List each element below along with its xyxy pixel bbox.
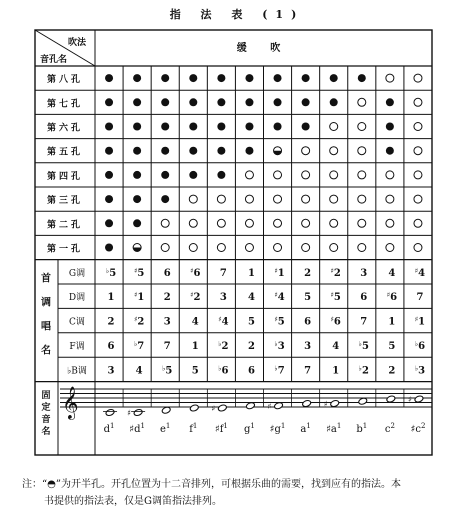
key-section-char: 名: [41, 345, 51, 357]
open-hole-marker: [245, 244, 253, 252]
open-hole-marker: [302, 147, 310, 155]
solfege-cell: ♯2: [133, 314, 145, 328]
solfege-cell: 7: [163, 341, 171, 352]
solfege-cell: 7: [360, 316, 368, 328]
footnote-line-2: 书提供的指法表，仅是G调笛指法排列。: [44, 496, 222, 507]
open-hole-marker: [414, 123, 422, 131]
pitch-name: $d^1$: [103, 422, 115, 435]
open-hole-marker: [161, 244, 169, 252]
solfege-cell: 1: [332, 365, 340, 377]
open-hole-marker: [414, 244, 422, 252]
open-hole-marker: [358, 123, 366, 131]
solfege-cell: 1: [107, 292, 115, 304]
closed-hole-marker: [302, 98, 310, 106]
half-hole-marker: [274, 147, 282, 155]
solfege-cell: ♯2: [330, 265, 341, 279]
closed-hole-marker: [245, 123, 253, 131]
solfege-cell: ♭6: [218, 363, 229, 377]
open-hole-marker: [245, 171, 253, 179]
note-head: [302, 399, 312, 407]
closed-hole-marker: [105, 195, 113, 203]
closed-hole-marker: [302, 123, 310, 131]
open-hole-marker: [330, 147, 338, 155]
closed-hole-marker: [274, 74, 282, 82]
open-hole-marker: [414, 219, 422, 227]
open-hole-marker: [302, 171, 310, 179]
closed-hole-marker: [105, 171, 113, 179]
solfege-cell: 3: [360, 267, 368, 279]
open-hole-marker: [414, 98, 422, 106]
open-hole-marker: [189, 195, 197, 203]
key-label: F调: [69, 342, 85, 352]
open-hole-marker: [358, 98, 366, 106]
closed-hole-marker: [302, 74, 310, 82]
solfege-cell: ♭3: [414, 363, 426, 377]
closed-hole-marker: [386, 123, 394, 131]
open-hole-marker: [274, 171, 282, 179]
fixed-label-char: 固: [41, 391, 51, 401]
pitch-name: $♯c^2$: [410, 422, 426, 435]
solfege-cell: 4: [191, 316, 199, 328]
header-technique-label: 吹法: [67, 38, 86, 48]
solfege-cell: 6: [247, 365, 255, 377]
closed-hole-marker: [386, 98, 394, 106]
solfege-cell: ♯2: [190, 290, 201, 304]
solfege-cell: 3: [107, 365, 115, 377]
solfege-cell: ♯5: [274, 314, 285, 328]
closed-hole-marker: [189, 171, 197, 179]
key-label: ♭B调: [67, 366, 87, 377]
closed-hole-marker: [105, 74, 113, 82]
solfege-cell: ♯4: [218, 314, 229, 328]
closed-hole-marker: [161, 147, 169, 155]
closed-hole-marker: [217, 123, 225, 131]
open-hole-marker: [302, 244, 310, 252]
open-hole-marker: [358, 244, 366, 252]
closed-hole-marker: [189, 123, 197, 131]
closed-hole-marker: [133, 98, 141, 106]
closed-hole-marker: [105, 123, 113, 131]
sharp-accidental: ♯: [267, 401, 272, 411]
closed-hole-marker: [161, 123, 169, 131]
solfege-cell: 4: [135, 365, 143, 377]
open-hole-marker: [386, 171, 394, 179]
hole-label: 第一孔: [46, 244, 84, 255]
note-head: [386, 395, 396, 403]
open-hole-marker: [330, 219, 338, 227]
pitch-name: $f^1$: [189, 422, 198, 435]
pitch-name: $c^2$: [384, 422, 395, 435]
open-hole-marker: [386, 74, 394, 82]
page-title: 指 法 表 (1): [169, 8, 305, 21]
closed-hole-marker: [274, 123, 282, 131]
closed-hole-marker: [189, 74, 197, 82]
open-hole-marker: [189, 244, 197, 252]
solfege-cell: 5: [247, 316, 255, 328]
note-head: [217, 404, 227, 412]
solfege-cell: 3: [219, 292, 227, 304]
fixed-label-char: 名: [41, 427, 51, 437]
solfege-cell: ♯4: [414, 265, 426, 279]
sharp-accidental: ♯: [323, 399, 328, 409]
closed-hole-marker: [274, 98, 282, 106]
solfege-cell: ♯1: [414, 314, 426, 328]
closed-hole-marker: [133, 147, 141, 155]
solfege-cell: ♭2: [218, 339, 229, 352]
solfege-cell: ♯6: [330, 314, 341, 328]
solfege-cell: 4: [388, 267, 396, 279]
closed-hole-marker: [245, 147, 253, 155]
open-hole-marker: [386, 195, 394, 203]
key-section-char: 调: [41, 297, 51, 309]
solfege-cell: 5: [304, 292, 312, 304]
key-label: G调: [68, 268, 86, 279]
closed-hole-marker: [217, 147, 225, 155]
pitch-name: $♯g^1$: [269, 422, 286, 435]
open-hole-marker: [245, 219, 253, 227]
solfege-cell: 3: [163, 316, 171, 328]
solfege-cell: 2: [304, 267, 312, 279]
solfege-cell: 2: [247, 341, 255, 352]
pitch-name: $b^1$: [356, 422, 368, 435]
hole-label: 第八孔: [46, 75, 84, 86]
solfege-cell: 6: [360, 292, 368, 304]
pitch-name: $♯d^1$: [129, 422, 145, 435]
solfege-cell: ♯6: [190, 265, 201, 279]
open-hole-marker: [217, 195, 225, 203]
open-hole-marker: [414, 171, 422, 179]
closed-hole-marker: [105, 219, 113, 227]
hole-label: 第六孔: [46, 123, 84, 134]
open-hole-marker: [386, 244, 394, 252]
note-head: [330, 399, 340, 407]
open-hole-marker: [245, 195, 253, 203]
sharp-accidental: ♯: [407, 395, 412, 404]
solfege-cell: ♭7: [274, 363, 285, 377]
solfege-cell: ♯4: [274, 290, 285, 304]
open-hole-marker: [330, 244, 338, 252]
solfege-cell: ♯5: [133, 265, 145, 279]
solfege-cell: ♯5: [330, 290, 341, 304]
open-hole-marker: [330, 171, 338, 179]
open-hole-marker: [330, 123, 338, 131]
closed-hole-marker: [245, 74, 253, 82]
note-head: [189, 404, 199, 412]
open-hole-marker: [414, 195, 422, 203]
fixed-label-char: 音: [41, 415, 51, 425]
closed-hole-marker: [358, 74, 366, 82]
open-hole-marker: [217, 244, 225, 252]
header-slow-blow: 缓 吹: [236, 43, 291, 54]
key-label: C调: [69, 317, 85, 328]
open-hole-marker: [302, 219, 310, 227]
solfege-cell: 1: [388, 316, 396, 328]
closed-hole-marker: [133, 74, 141, 82]
closed-hole-marker: [330, 98, 338, 106]
solfege-cell: ♭3: [274, 339, 285, 352]
solfege-cell: 7: [304, 365, 312, 377]
key-section-char: 唱: [41, 321, 51, 333]
hole-label: 第四孔: [46, 171, 84, 182]
closed-hole-marker: [161, 195, 169, 203]
open-hole-marker: [358, 219, 366, 227]
closed-hole-marker: [189, 98, 197, 106]
open-hole-marker: [274, 244, 282, 252]
open-hole-marker: [274, 195, 282, 203]
solfege-cell: ♭5: [105, 265, 117, 279]
closed-hole-marker: [386, 147, 394, 155]
closed-hole-marker: [133, 195, 141, 203]
open-hole-marker: [414, 147, 422, 155]
closed-hole-marker: [330, 74, 338, 82]
closed-hole-marker: [133, 123, 141, 131]
pitch-name: $♯f^1$: [214, 422, 228, 435]
closed-hole-marker: [217, 74, 225, 82]
solfege-cell: ♭6: [414, 339, 426, 352]
open-hole-marker: [217, 219, 225, 227]
solfege-cell: 4: [332, 341, 340, 352]
solfege-cell: 7: [219, 267, 227, 279]
closed-hole-marker: [217, 171, 225, 179]
open-hole-marker: [358, 171, 366, 179]
open-hole-marker: [330, 195, 338, 203]
pitch-name: $g^1$: [244, 422, 255, 435]
footnote: [22, 476, 462, 510]
solfege-cell: 4: [247, 292, 255, 304]
open-hole-marker: [386, 219, 394, 227]
solfege-cell: 6: [107, 341, 115, 352]
sharp-accidental: ♯: [127, 408, 131, 418]
closed-hole-marker: [105, 147, 113, 155]
key-label: D调: [68, 293, 86, 304]
pitch-name: $♯a^1$: [326, 422, 342, 435]
hole-label: 第五孔: [46, 147, 84, 158]
hole-label: 第三孔: [46, 196, 84, 207]
solfege-cell: ♯1: [274, 265, 285, 279]
open-hole-marker: [302, 195, 310, 203]
solfege-cell: 6: [304, 316, 312, 328]
solfege-cell: ♯1: [133, 290, 145, 304]
solfege-cell: ♯6: [386, 290, 398, 304]
fixed-label-char: 定: [41, 403, 51, 413]
closed-hole-marker: [161, 98, 169, 106]
open-hole-marker: [414, 74, 422, 82]
open-hole-marker: [189, 219, 197, 227]
solfege-cell: ♭2: [358, 363, 369, 377]
solfege-cell: ♭7: [133, 339, 145, 352]
closed-hole-marker: [245, 98, 253, 106]
half-hole-marker: [133, 244, 141, 252]
sharp-accidental: ♯: [211, 404, 216, 413]
closed-hole-marker: [161, 171, 169, 179]
closed-hole-marker: [133, 171, 141, 179]
open-hole-marker: [161, 219, 169, 227]
treble-clef-icon: 𝄞: [62, 386, 79, 419]
closed-hole-marker: [105, 244, 113, 252]
solfege-cell: 1: [247, 267, 255, 279]
closed-hole-marker: [189, 147, 197, 155]
solfege-cell: 5: [388, 341, 396, 352]
solfege-cell: ♭5: [358, 339, 369, 352]
solfege-cell: 3: [304, 341, 312, 352]
open-hole-marker: [358, 195, 366, 203]
solfege-cell: 2: [107, 316, 115, 328]
hole-label: 第二孔: [46, 220, 84, 231]
closed-hole-marker: [161, 74, 169, 82]
solfege-cell: 6: [163, 267, 171, 279]
closed-hole-marker: [133, 219, 141, 227]
solfege-cell: 7: [416, 292, 424, 304]
footnote-line-1: 注：“◓”为开半孔。开孔位置为十二音排列，可根据乐曲的需要，找到应有的指法。本: [22, 479, 401, 490]
solfege-cell: 2: [388, 365, 396, 377]
solfege-cell: ♭5: [162, 363, 173, 377]
solfege-cell: 5: [191, 365, 199, 377]
header-hole-label: 音孔名: [40, 55, 68, 65]
pitch-name: $a^1$: [300, 422, 311, 435]
hole-label: 第七孔: [46, 99, 84, 110]
note-head: [105, 408, 115, 416]
key-section-char: 首: [41, 273, 51, 285]
solfege-cell: 2: [163, 292, 171, 304]
note-head: [133, 408, 143, 416]
open-hole-marker: [358, 147, 366, 155]
closed-hole-marker: [105, 98, 113, 106]
solfege-cell: 1: [191, 341, 199, 352]
closed-hole-marker: [217, 98, 225, 106]
note-head: [414, 395, 424, 403]
pitch-name: $e^1$: [160, 422, 171, 435]
open-hole-marker: [274, 219, 282, 227]
